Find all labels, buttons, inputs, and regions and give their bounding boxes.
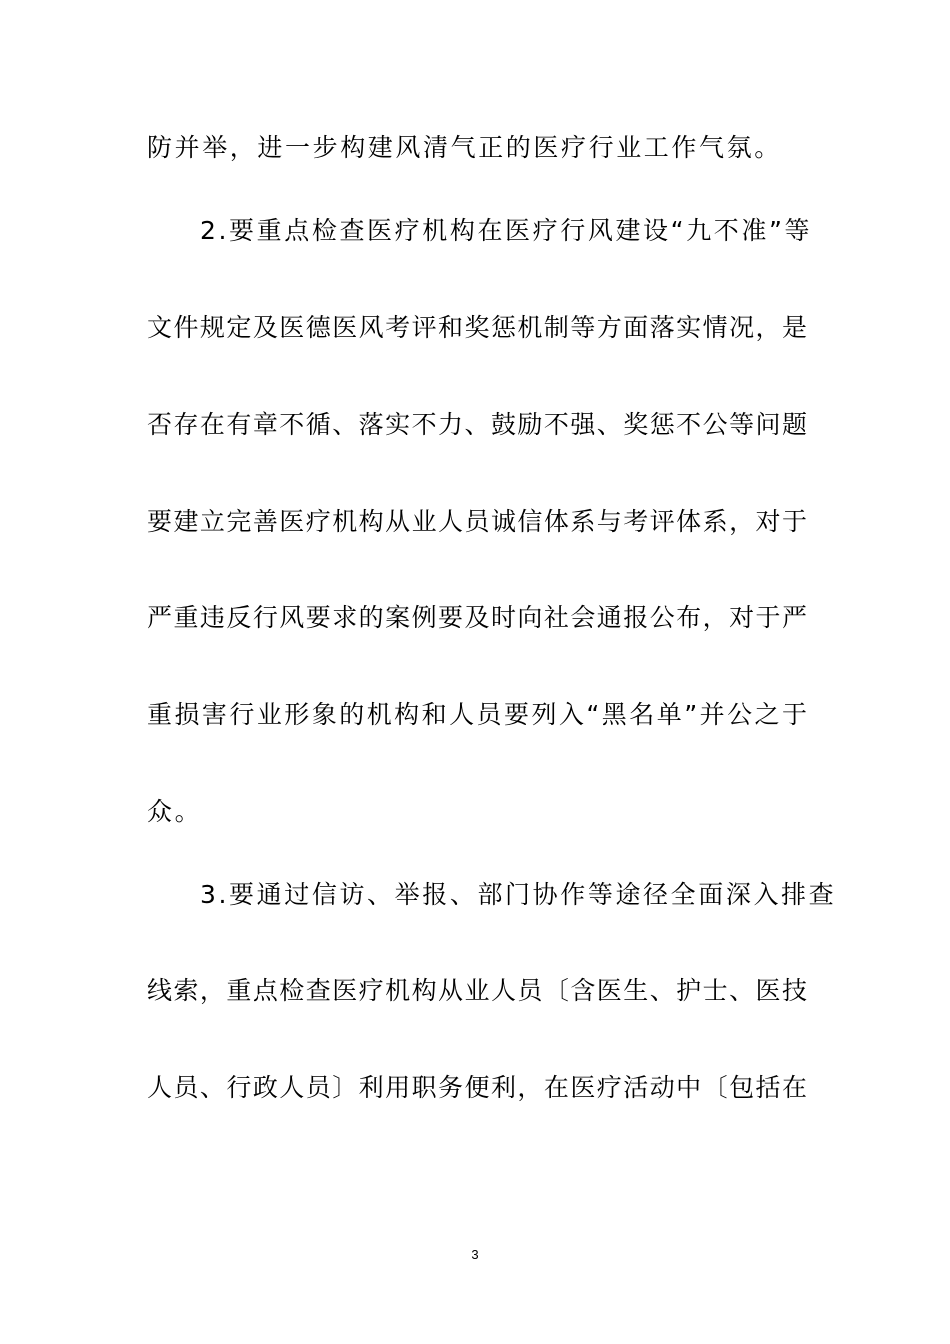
- text-line: 重损害行业形象的机构和人员要列入“黑名单”并公之于: [147, 700, 807, 729]
- text-line: 众。: [147, 797, 203, 826]
- text-line: 防并举，进一步构建风清气正的医疗行业工作气氛。: [147, 133, 782, 162]
- text-line: 线索，重点检查医疗机构从业人员〔含医生、护士、医技: [147, 976, 807, 1005]
- text-line: 文件规定及医德医风考评和奖惩机制等方面落实情况，是: [147, 313, 807, 342]
- paragraph-2-start: 2.要重点检查医疗机构在医疗行风建设“九不准”等: [200, 216, 813, 245]
- text-line: 否存在有章不循、落实不力、鼓励不强、奖惩不公等问题: [147, 410, 807, 439]
- paragraph-3-start: 3.要通过信访、举报、部门协作等途径全面深入排查: [200, 880, 837, 909]
- page-number: 3: [471, 1247, 479, 1262]
- text-line: 严重违反行风要求的案例要及时向社会通报公布，对于严: [147, 603, 807, 632]
- text-line: 要建立完善医疗机构从业人员诚信体系与考评体系，对于: [147, 507, 807, 536]
- text-line: 人员、行政人员〕利用职务便利，在医疗活动中〔包括在: [147, 1073, 807, 1102]
